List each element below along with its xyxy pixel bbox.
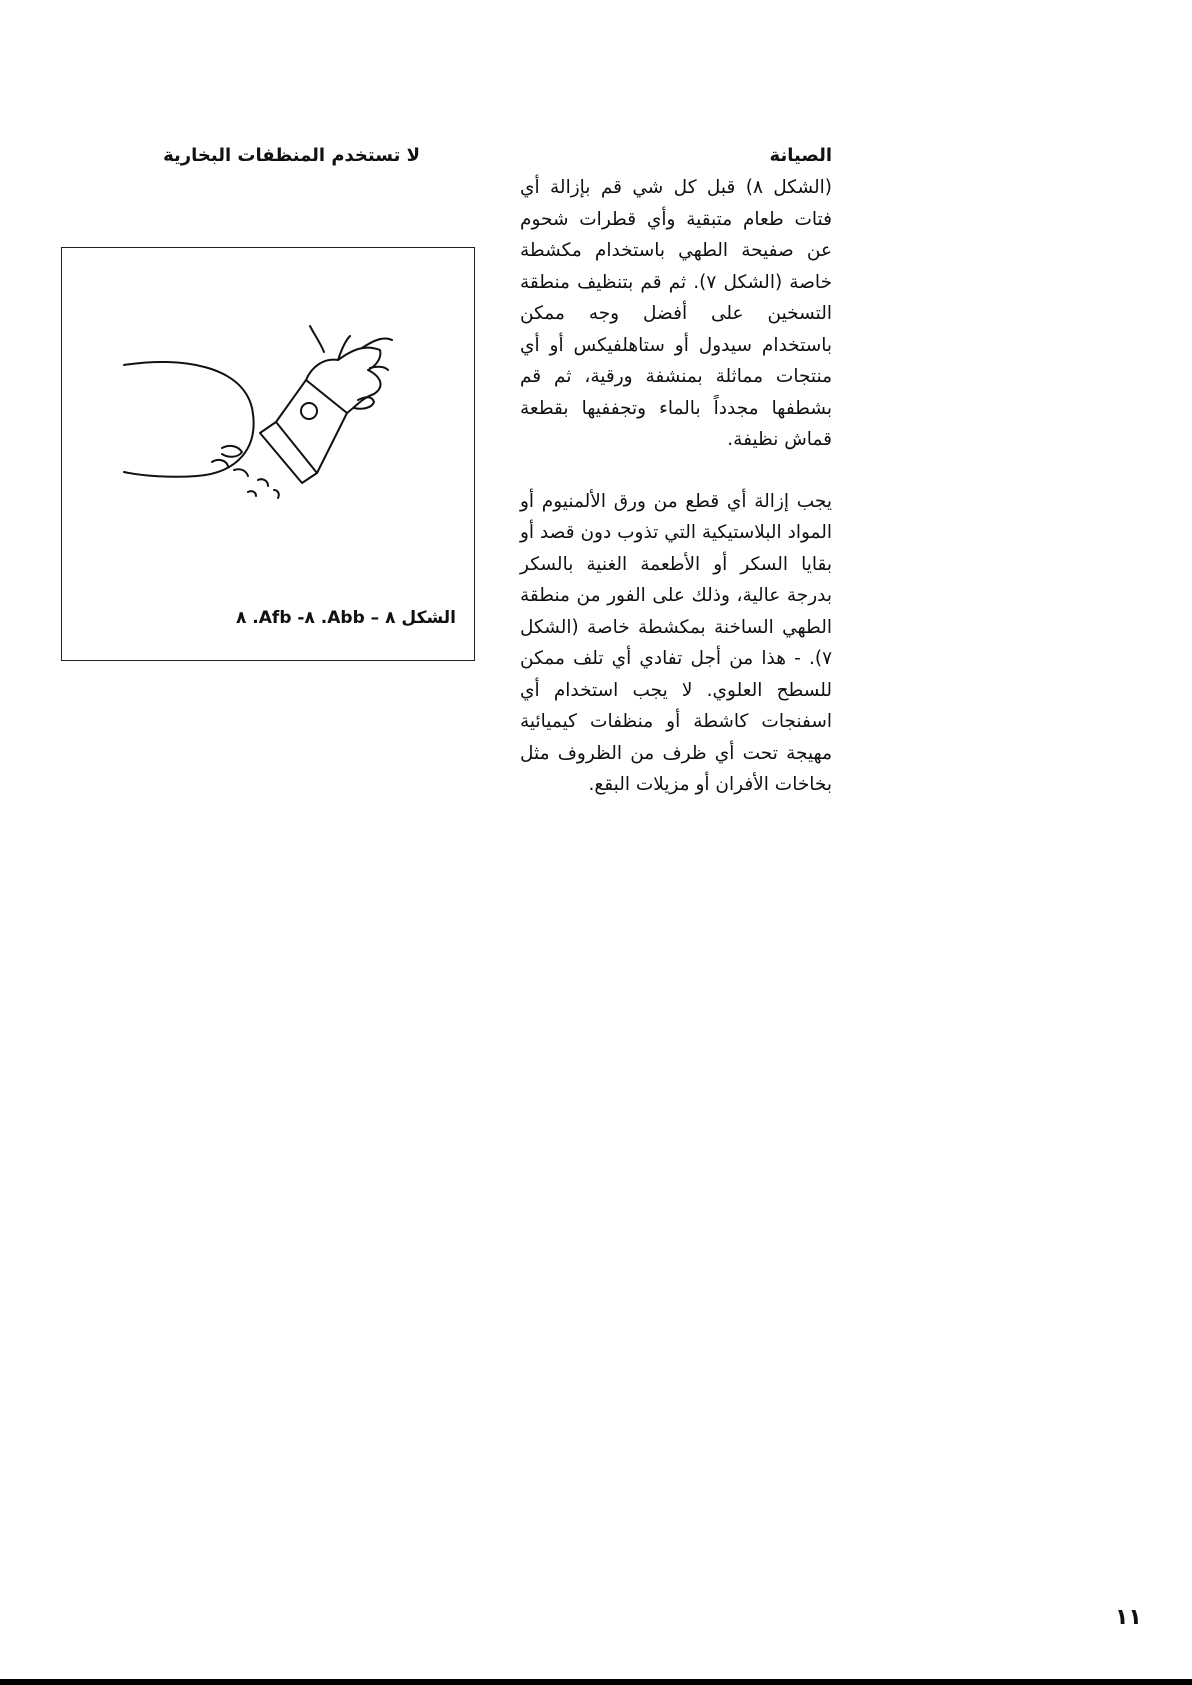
figure-caption: الشكل ٨ – Abb. ٨- Afb. ٨ bbox=[235, 608, 456, 628]
cooking-zone-outline bbox=[124, 362, 254, 477]
maintenance-heading: الصيانة bbox=[769, 145, 832, 166]
thumb bbox=[301, 403, 317, 419]
bottom-rule bbox=[0, 1679, 1192, 1685]
maintenance-paragraph-2: يجب إزالة أي قطع من ورق الألمنيوم أو المواد البلاستيكية التي تذوب دون قصد أو بقايا السكر أو الأطعمة الغنية بالسكر بدرجة عالية، وذلك على الفور من منطقة الطهي الساخنة بمكشطة خاصة (الشكل ٧). - هذا من أجل تفادي أي تلف ممكن للسطح العلوي. لا يجب استخدام أي اسفنجات كاشطة أو منظفات كيميائية مهيجة تحت أي ظرف من الظروف مثل بخاخات الأفران أو مزيلات البقع. bbox=[520, 490, 832, 795]
maintenance-section bbox=[520, 140, 832, 801]
scraper-blade bbox=[260, 422, 317, 483]
hand bbox=[306, 348, 381, 413]
page-number: ١١ bbox=[1115, 1605, 1142, 1630]
scraper-handle bbox=[276, 380, 347, 473]
cleaning-illustration bbox=[62, 248, 473, 659]
no-steam-cleaners-heading: لا تستخدم المنظفات البخارية bbox=[163, 145, 420, 166]
debris bbox=[222, 446, 242, 457]
figure-8 bbox=[61, 247, 475, 661]
maintenance-paragraph-1: (الشكل ٨) قبل كل شي قم بإزالة أي فتات طعام متبقية وأي قطرات شحوم عن صفيحة الطهي باستخدام مكشطة خاصة (الشكل ٧). ثم قم بتنظيف منطقة التسخين على أفضل وجه ممكن باستخدام سيدول أو ستاهلفيكس أو أي منتجات مماثلة بمنشفة ورقية، ثم قم بشطفها مجدداً بالماء وتجففيها بقطعة قماش نظيفة. bbox=[520, 177, 833, 450]
